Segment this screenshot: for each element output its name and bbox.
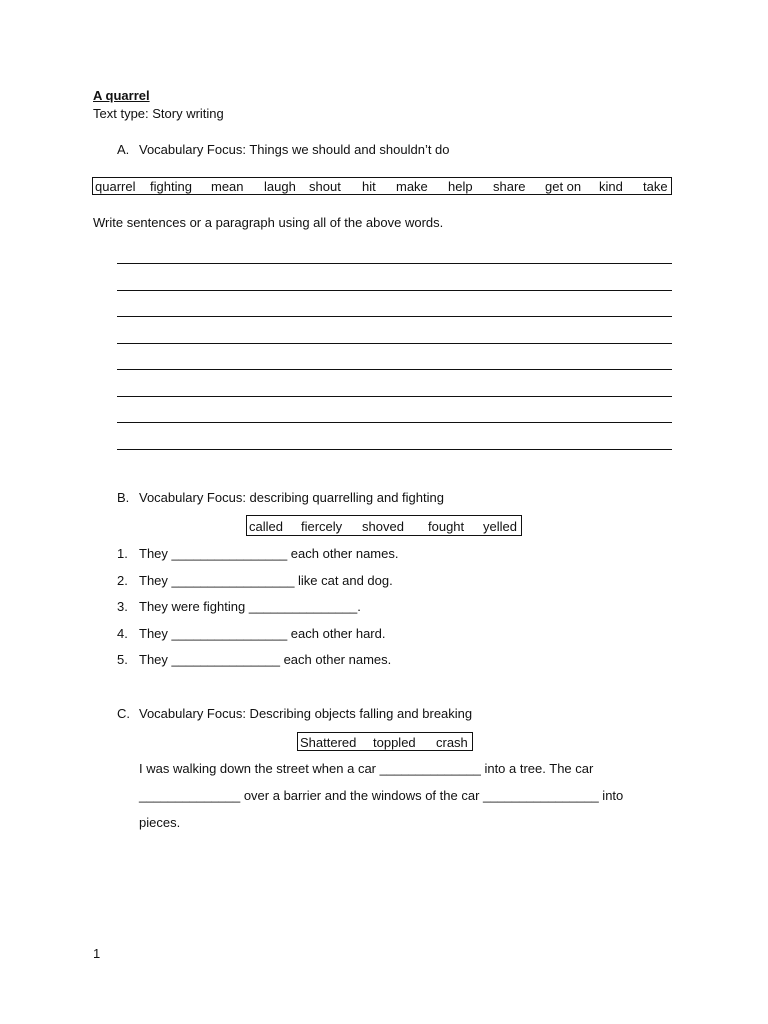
section-a-letter: A. [117,142,130,157]
word-shattered: Shattered [300,735,357,750]
fill-in-sentence[interactable]: They _______________ each other names. [139,652,392,667]
fill-in-sentence[interactable]: They ________________ each other names. [139,546,399,561]
worksheet-title: A quarrel [93,88,150,103]
paragraph-line[interactable]: ______________ over a barrier and the windows of the car ________________ into [139,788,624,803]
item-number: 2. [117,573,128,588]
section-c-word-box [297,732,473,751]
word-mean: mean [211,179,244,194]
writing-line[interactable] [117,369,672,370]
fill-in-sentence[interactable]: They _________________ like cat and dog. [139,573,393,588]
word-quarrel: quarrel [95,179,136,194]
writing-line[interactable] [117,422,672,423]
page-number: 1 [93,946,101,961]
section-a-instruction: Write sentences or a paragraph using all of the above words. [93,215,444,230]
item-number: 3. [117,599,128,614]
word-laugh: laugh [264,179,296,194]
word-fighting: fighting [150,179,192,194]
paragraph-line[interactable]: I was walking down the street when a car ______________ into a tree. The car [139,761,594,776]
section-c-heading: Vocabulary Focus: Describing objects falling and breaking [139,706,473,721]
section-a-heading: Vocabulary Focus: Things we should and shouldn’t do [139,142,450,157]
item-number: 1. [117,546,128,561]
item-number: 4. [117,626,128,641]
word-hit: hit [362,179,376,194]
writing-line[interactable] [117,290,672,291]
section-b-word-box [246,515,522,536]
word-get-on: get on [545,179,582,194]
word-crash: crash [436,735,468,750]
writing-line[interactable] [117,316,672,317]
writing-line[interactable] [117,396,672,397]
item-number: 5. [117,652,128,667]
paragraph-line[interactable]: pieces. [139,815,181,830]
word-called: called [249,519,283,534]
section-a-word-box [92,177,672,195]
section-c-letter: C. [117,706,130,721]
word-help: help [448,179,473,194]
section-b-letter: B. [117,490,130,505]
word-make: make [396,179,428,194]
fill-in-sentence[interactable]: They were fighting _______________. [139,599,361,614]
writing-line[interactable] [117,263,672,264]
word-fought: fought [428,519,465,534]
word-toppled: toppled [373,735,416,750]
fill-in-sentence[interactable]: They ________________ each other hard. [139,626,386,641]
word-shout: shout [309,179,341,194]
word-take: take [643,179,668,194]
word-share: share [493,179,526,194]
word-kind: kind [599,179,623,194]
section-b-heading: Vocabulary Focus: describing quarrelling and fighting [139,490,444,505]
writing-line[interactable] [117,343,672,344]
word-shoved: shoved [362,519,404,534]
word-yelled: yelled [483,519,517,534]
text-type-label: Text type: Story writing [93,106,224,121]
word-fiercely: fiercely [301,519,343,534]
writing-line[interactable] [117,449,672,450]
